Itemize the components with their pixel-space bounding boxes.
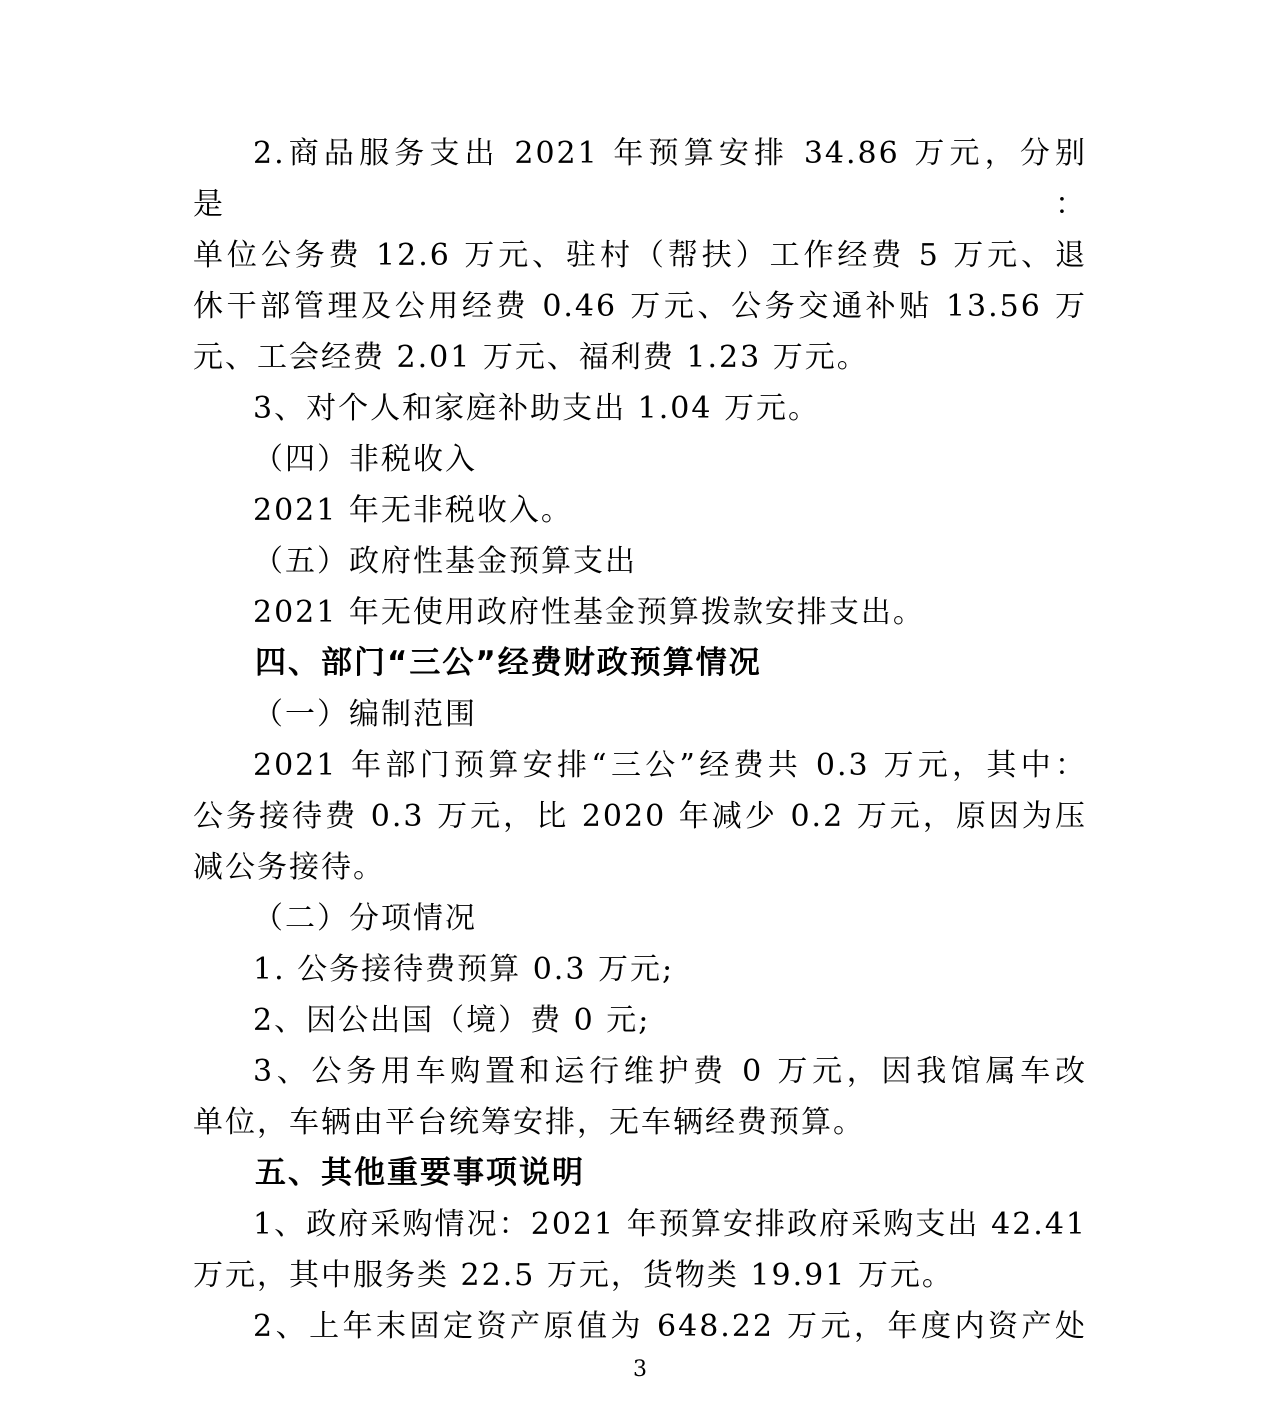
- body-text-line: 减公务接待。: [193, 850, 385, 885]
- body-text-line: 单位公务费 12.6 万元、驻村（帮扶）工作经费 5 万元、退: [193, 238, 1087, 273]
- body-text-line: 1. 公务接待费预算 0.3 万元;: [253, 952, 675, 987]
- body-text-line: 2021 年部门预算安排“三公”经费共 0.3 万元，其中：: [253, 748, 1087, 783]
- section-heading: 四、部门“三公”经费财政预算情况: [255, 645, 762, 681]
- body-text-line: 休干部管理及公用经费 0.46 万元、公务交通补贴 13.56 万: [193, 289, 1087, 324]
- body-text-line: 2.商品服务支出 2021 年预算安排 34.86 万元，分别是：: [193, 136, 1087, 222]
- body-text-line: 2021 年无非税收入。: [253, 493, 573, 528]
- body-text-line: 2、上年末固定资产原值为 648.22 万元，年度内资产处: [253, 1309, 1087, 1344]
- page-number: 3: [633, 1357, 647, 1382]
- body-text-line: 单位，车辆由平台统筹安排，无车辆经费预算。: [193, 1105, 865, 1140]
- body-text-line: 1、政府采购情况：2021 年预算安排政府采购支出 42.41: [253, 1207, 1087, 1242]
- body-text-line: 3、对个人和家庭补助支出 1.04 万元。: [253, 391, 820, 426]
- body-text-line: 2021 年无使用政府性基金预算拨款安排支出。: [253, 595, 925, 630]
- subsection-label: （五）政府性基金预算支出: [253, 544, 637, 579]
- body-text-line: 公务接待费 0.3 万元，比 2020 年减少 0.2 万元，原因为压: [193, 799, 1087, 834]
- section-heading: 五、其他重要事项说明: [255, 1155, 585, 1191]
- subsection-label: （二）分项情况: [253, 901, 477, 936]
- body-text-line: 3、公务用车购置和运行维护费 0 万元，因我馆属车改: [253, 1054, 1087, 1089]
- subsection-label: （一）编制范围: [253, 697, 477, 732]
- subsection-label: （四）非税收入: [253, 442, 477, 477]
- body-text-line: 2、因公出国（境）费 0 元;: [253, 1003, 651, 1038]
- body-text-line: 万元，其中服务类 22.5 万元，货物类 19.91 万元。: [193, 1258, 954, 1293]
- body-text-line: 元、工会经费 2.01 万元、福利费 1.23 万元。: [193, 340, 869, 375]
